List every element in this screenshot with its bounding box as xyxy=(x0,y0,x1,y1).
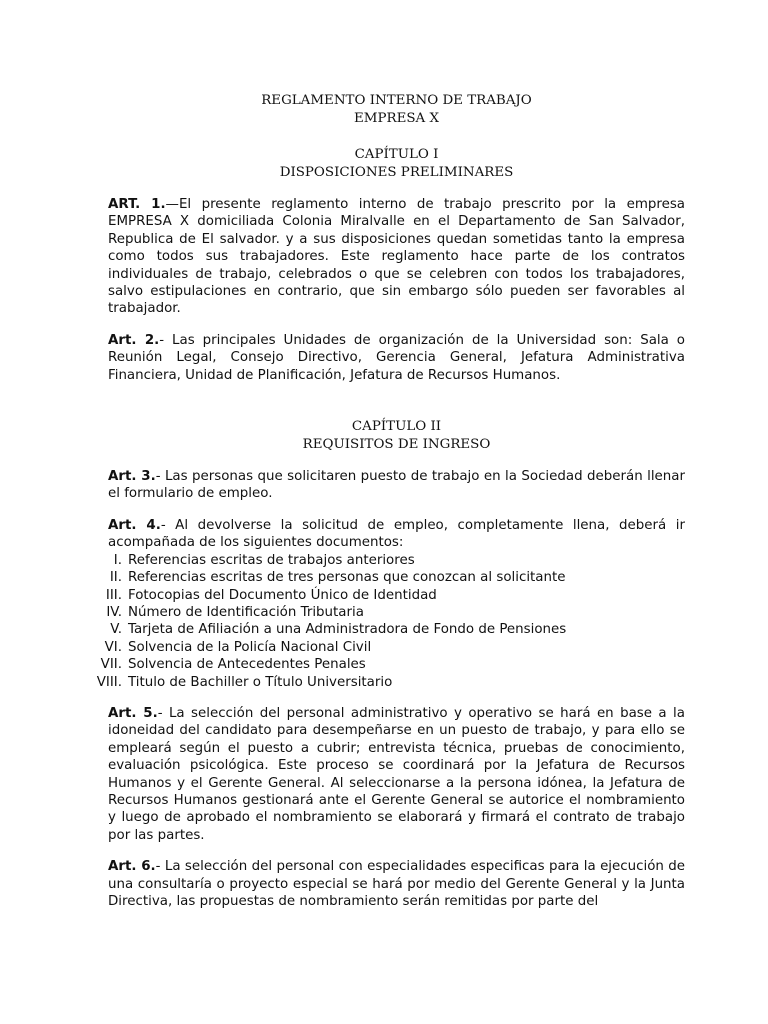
chapter-2-title: REQUISITOS DE INGRESO xyxy=(302,437,491,453)
document-header xyxy=(108,92,685,182)
article-3-text: - Las personas que solicitaren puesto de trabajo en la Sociedad deberán llenar el formulario de empleo. xyxy=(108,469,685,502)
article-4-text: - Al devolverse la solicitud de empleo, completamente llena, deberá ir acompañada de los siguientes documentos: xyxy=(108,517,685,551)
article-6 xyxy=(108,858,685,910)
chapter-2-label: CAPÍTULO II xyxy=(351,419,442,435)
article-5-label: Art. 5. xyxy=(108,705,158,721)
article-4 xyxy=(108,517,685,552)
article-5 xyxy=(108,705,685,844)
list-item: V. Tarjeta de Afiliación a una Administradora de Fondo de Pensiones xyxy=(110,622,567,638)
article-5-text: - La selección del personal administrativo y operativo se hará en base a la idoneidad del candidato para desempeñarse en un puesto de trabajo, y para ello se empleará según el puesto a cubrir; entrevista técnica, pruebas de conocimiento, evaluación psicológica. Este proceso se coordinará por la Jefatura de Recursos Humanos y el Gerente General. Al seleccionarse a la persona idónea, la Jefatura de Recursos Humanos gestionará ante el Gerente General se autorice el nombramiento y luego de aprobado el nombramiento se elaborará y firmará el contrato de trabajo por las partes. xyxy=(108,705,685,843)
article-1-label: ART. 1. xyxy=(108,197,166,212)
article-6-label: Art. 6. xyxy=(108,859,156,875)
chapter-1-title: DISPOSICIONES PRELIMINARES xyxy=(279,165,514,180)
chapter-1-label: CAPÍTULO I xyxy=(354,147,439,162)
document-title: REGLAMENTO INTERNO DE TRABAJO xyxy=(261,93,532,108)
list-item: I. Referencias escritas de trabajos anteriores xyxy=(113,552,415,568)
chapter-2-header xyxy=(108,418,685,454)
article-6-text: - La selección del personal con especialidades especificas para la ejecución de una consultaría o proyecto especial se hará por medio del Gerente General y la Junta Directiva, las propuestas de nombramiento serán remitidas por parte del xyxy=(108,859,685,909)
list-item: II. Referencias escritas de tres personas que conozcan al solicitante xyxy=(109,570,566,586)
article-2-text: - Las principales Unidades de organización de la Universidad son: Sala o Reunión Legal, Consejo Directivo, Gerencia General, Jefatura Administrativa Financiera, Unidad de Planificación, Jefatura de Recursos Humanos. xyxy=(108,332,685,383)
list-item: III. Fotocopias del Documento Único de Identidad xyxy=(105,587,437,603)
article-4-label: Art. 4. xyxy=(108,517,161,533)
list-item: VI. Solvencia de la Policía Nacional Civil xyxy=(104,639,372,655)
list-item: IV. Número de Identificación Tributaria xyxy=(106,604,364,620)
article-2-label: Art. 2. xyxy=(108,332,160,348)
article-1-text: —El presente reglamento interno de trabajo prescrito por la empresa EMPRESA X domiciliada Colonia Miralvalle en el Departamento de San Salvador, Republica de El salvador. y a sus disposiciones quedan sometidas tanto la empresa como todos sus trabajadores. Este reglamento hace parte de los contratos individuales de trabajo, celebrados o que se celebren con todos los trabajadores, salvo estipulaciones en contrario, que sin embargo sólo pueden ser favorables al trabajador. xyxy=(108,197,685,317)
list-item: VII. Solvencia de Antecedentes Penales xyxy=(100,657,366,673)
article-2 xyxy=(108,332,685,384)
article-3 xyxy=(108,468,685,503)
document-subtitle: EMPRESA X xyxy=(354,111,439,126)
article-3-label: Art. 3. xyxy=(108,469,156,485)
article-1 xyxy=(108,196,685,318)
documents-list xyxy=(96,552,685,691)
list-item: VIII. Titulo de Bachiller o Título Universitario xyxy=(96,674,393,690)
